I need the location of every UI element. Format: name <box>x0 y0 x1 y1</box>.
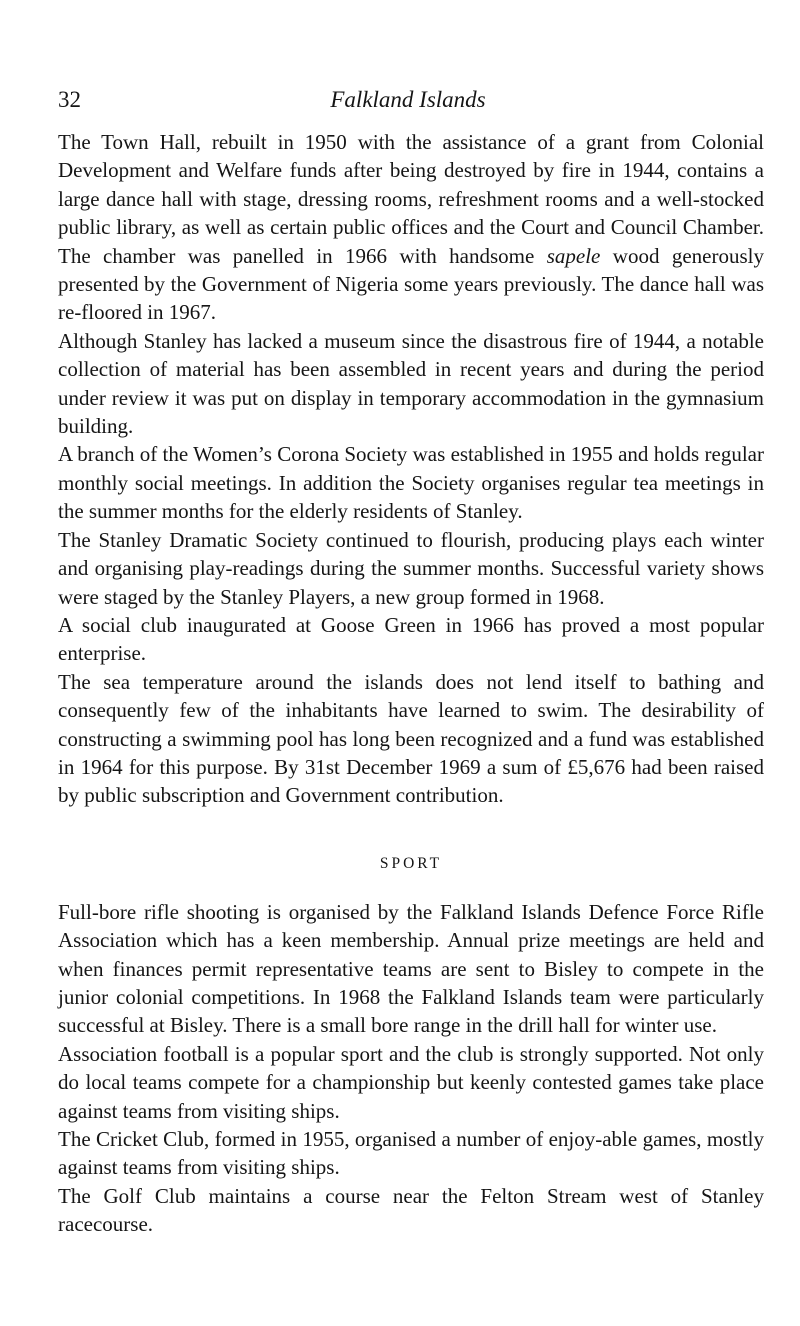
paragraph-dramatic-society: The Stanley Dramatic Society continued to flourish, producing plays each winter and organising play-readings during the summer months. Successful variety shows were staged by the Stanley Players, a new group formed in 1968. <box>58 527 764 609</box>
paragraph-golf: The Golf Club maintains a course near the Felton Stream west of Stanley racecourse. <box>58 1183 764 1237</box>
paragraph-rifle-shooting: Full-bore rifle shooting is organised by the Falkland Islands Defence Force Rifle Association which has a keen membership. Annual prize meetings are held and when finances permit representative teams are sent to Bisley to compete in the junior colonial competitions. In 1968 the Falkland Islands team were particularly successful at Bisley. There is a small bore range in the drill hall for winter use. <box>58 899 764 1038</box>
paragraph-cricket: The Cricket Club, formed in 1955, organised a number of enjoy-able games, mostly against teams from visiting ships. <box>58 1127 764 1180</box>
section-heading-sport: SPORT <box>379 854 443 872</box>
body-text <box>58 128 764 1239</box>
running-head <box>58 82 758 118</box>
paragraph-swimming-pool: The sea temperature around the islands does not lend itself to bathing and consequently few of the inhabitants have learned to swim. The desirability of constructing a swimming pool has long been recognized and a fund was established in 1964 for this purpose. By 31st December 1969 a sum of £5,676 had been raised by public subscription and Government contribution. <box>58 669 764 808</box>
paragraph-text: wood generously presented by the Government of Nigeria some years previously. The dance hall was re-floored in 1967. <box>58 243 764 325</box>
page-number: 32 <box>58 87 81 112</box>
paragraph-town-hall <box>58 128 764 327</box>
paragraph-corona-society: A branch of the Women’s Corona Society was established in 1955 and holds regular monthly social meetings. In addition the Society organises regular tea meetings in the summer months for the elderly residents of Stanley. <box>58 442 764 524</box>
italic-term: sapele <box>546 243 601 268</box>
paragraph-social-club: A social club inaugurated at Goose Green in 1966 has proved a most popular enterprise. <box>58 612 764 666</box>
paragraph-museum: Although Stanley has lacked a museum since the disastrous fire of 1944, a notable collection of material has been assembled in recent years and during the period under review it was put on display in temporary accommodation in the gymnasium building. <box>58 328 764 439</box>
book-title: Falkland Islands <box>330 87 486 112</box>
paragraph-football: Association football is a popular sport and the club is strongly supported. Not only do local teams compete for a championship but keenly contested games take place against teams from visiting ships. <box>58 1041 764 1123</box>
paragraph-text: The Town Hall, rebuilt in 1950 with the assistance of a grant from Colonial Development and Welfare funds after being destroyed by fire in 1944, contains a large dance hall with stage, dressing rooms, refreshment rooms and a well-stocked public library, as well as certain public offices and the Court and Council Chamber. The chamber was panelled in 1966 with handsome <box>58 130 764 268</box>
